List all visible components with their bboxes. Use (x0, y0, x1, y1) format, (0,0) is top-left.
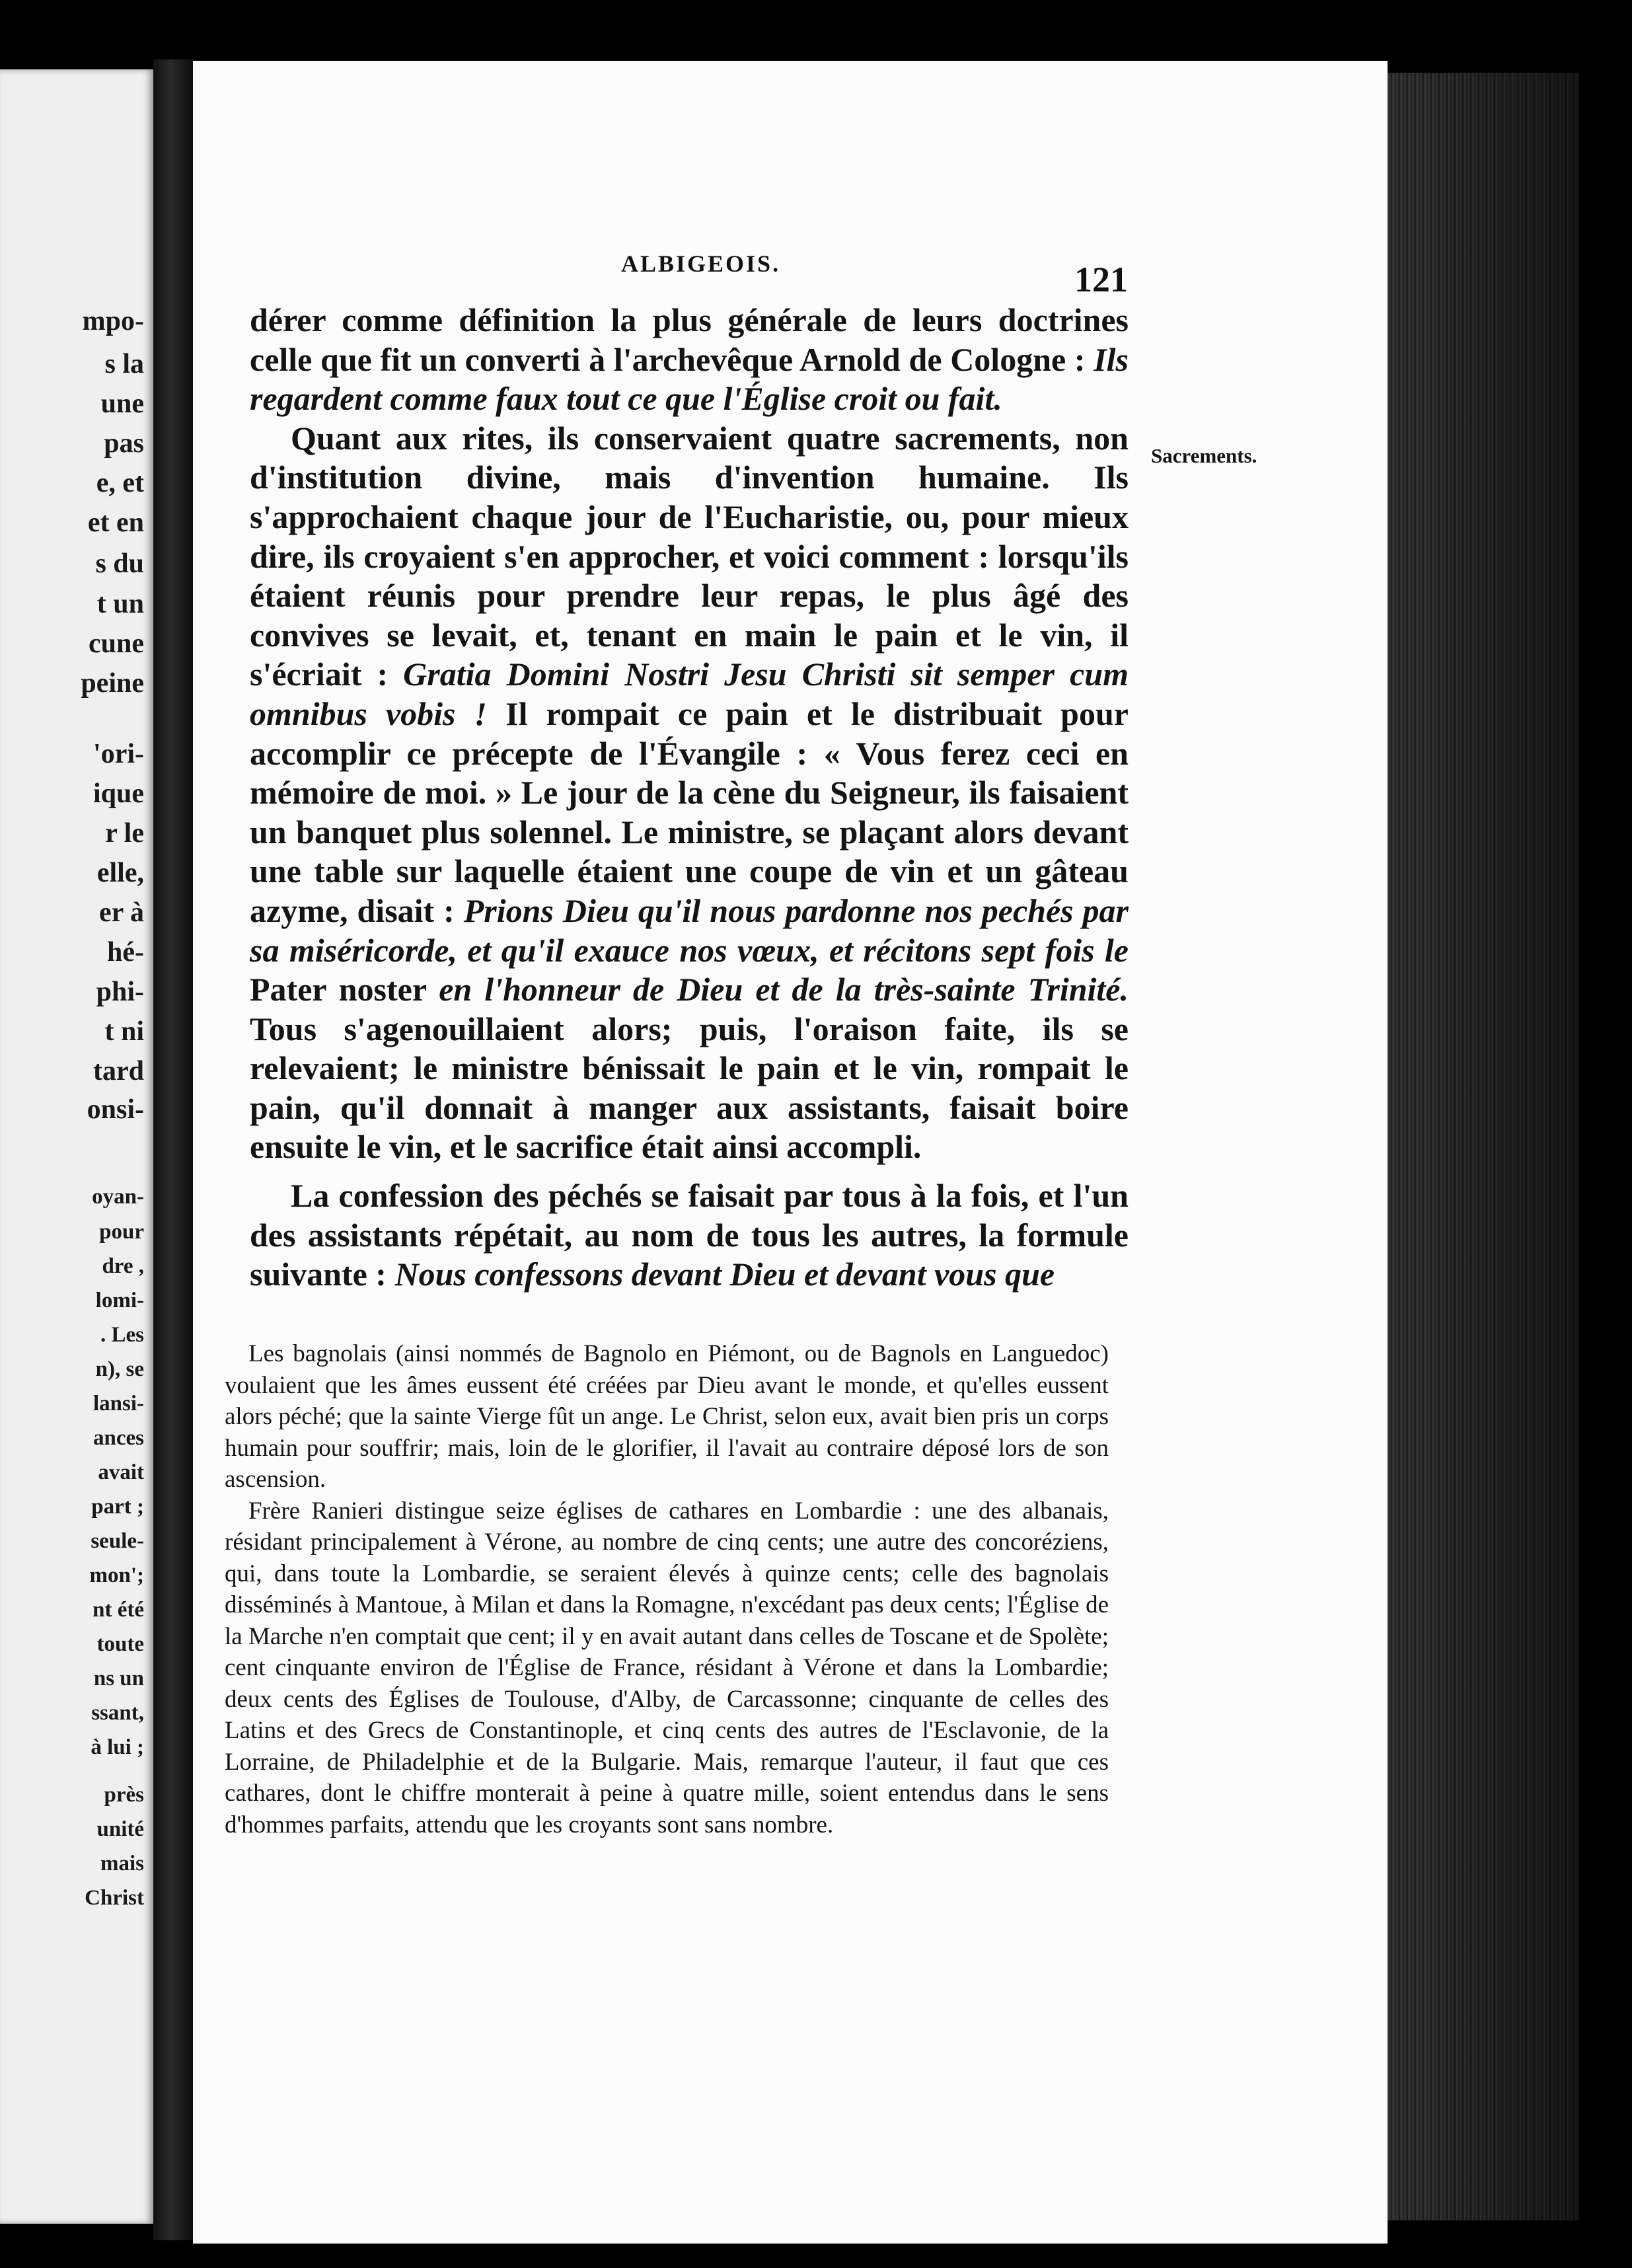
left-page-fragment: mon'; (89, 1564, 144, 1587)
left-page-fragment: onsi- (87, 1094, 144, 1125)
left-page-fragment: près (104, 1783, 144, 1807)
left-page-fragment: et en (87, 508, 144, 538)
left-page-fragment: elle, (96, 858, 144, 888)
p2-pater-noster: Pater noster (250, 971, 439, 1008)
p3-text: La confession des péchés se faisait par tous à la fois, et l'un des assistants répétait, au nom de tous les autres, la formule suivante : (250, 1177, 1129, 1293)
left-page-fragment: oyan- (92, 1185, 144, 1209)
paragraph-2 (250, 419, 1129, 1167)
p1-quote: Ils regardent comme faux tout ce que l'Église croit ou fait. (250, 340, 1129, 418)
left-page-fragment: lansi- (93, 1392, 144, 1416)
left-page-fragment: cune (89, 628, 144, 659)
left-page-fragment: s la (104, 349, 144, 379)
left-page-fragment: 'ori- (93, 739, 144, 769)
left-page-fragment: ique (93, 778, 144, 809)
left-page-fragment: s du (95, 548, 144, 579)
p2-text-g: Tous s'agenouillaient alors; puis, l'oraison faite, ils se relevaient; le ministre bénissait le pain et le vin, rompait le pain, qu'il donnait à manger aux assistants, faisait boire ensuite le vin, et le sacrifice était ainsi accompli. (250, 1010, 1129, 1166)
left-facing-page (0, 69, 153, 2224)
left-page-fragment: . Les (100, 1323, 144, 1347)
left-page-fragment: ssant, (91, 1701, 144, 1725)
paragraph-1 (250, 301, 1129, 419)
left-page-fragment: t un (96, 589, 144, 619)
book-gutter (153, 59, 193, 2240)
footnote-2: Frère Ranieri distingue seize églises de cathares en Lombardie : une des albanais, résidant principalement à Vérone, au nombre de cinq cents; une autre des concoréziens, qui, dans toute la Lombardie, se seraient élevés à quinze cents; celle des bagnolais disséminés à Mantoue, à Milan et dans la Romagne, n'excédant pas deux cents; l'Église de la Marche n'en comptait que cent; il y en avait autant dans celles de Toscane et de Spolète; cent cinquante environ de l'Église de France, résidant à Vérone et dans la Lombardie; deux cents des Églises de Toulouse, d'Alby, de Carcassonne; cinquante de celles des Latins et des Grecs de Constantinople, et cinq cents des autres de l'Esclavonie, de la Lorraine, de Philadelphie et de la Bulgarie. Mais, remarque l'auteur, il faut que ces cathares, dont le chiffre monterait à peine à quatre mille, soient entendus dans le sens d'hommes parfaits, attendu que les croyants sont sans nombre. (225, 1497, 1109, 1838)
footnotes (225, 1338, 1109, 1840)
p3-formula: Nous confessons devant Dieu et devant vous que (394, 1256, 1055, 1293)
left-page-fragment: une (100, 389, 144, 419)
main-text (250, 301, 1129, 1295)
left-page-fragment: avait (98, 1460, 144, 1484)
p2-prayer: Prions Dieu qu'il nous pardonne nos pechés par sa miséricorde, et qu'il exauce nos vœux, et récitons sept fois le (250, 891, 1129, 969)
left-page-fragment: hé- (107, 937, 144, 967)
left-page-fragment: pas (104, 428, 144, 459)
left-page-fragment: t ni (104, 1016, 144, 1047)
left-page-fragment: ns un (93, 1667, 144, 1690)
left-page-fragment: lomi- (95, 1289, 144, 1312)
left-page-fragment: er à (98, 897, 144, 928)
left-page-fragment: pour (99, 1220, 144, 1244)
p2-latin: Gratia Domini Nostri Jesu Christi sit semper cum omnibus vobis ! (250, 656, 1129, 732)
left-page-fragment: à lui ; (91, 1735, 144, 1759)
p2-text-a: Quant aux rites, ils conservaient quatre sacrements, non d'institution divine, mais d'invention humaine. Ils s'approchaient chaque jour de l'Eucharistie, ou, pour mieux dire, ils croyaient s'en approcher, et voici comment : lorsqu'ils étaient réunis pour prendre leur repas, le plus âgé des convives se levait, et, tenant en main le pain et le vin, il s'écriait : (250, 419, 1129, 693)
left-page-fragment: mpo- (82, 306, 144, 336)
left-page-fragment: peine (81, 668, 144, 699)
left-page-fragment: seule- (91, 1529, 144, 1553)
paragraph-3 (250, 1176, 1129, 1295)
left-page-fragment: r le (105, 818, 144, 849)
p2-text-c: Il rompait ce pain et le distribuait pour accomplir ce précepte de l'Évangile : « Vous ferez ceci en mémoire de moi. » Le jour de la cène du Seigneur, ils faisaient un banquet plus solennel. Le ministre, se plaçant alors devant une table sur laquelle étaient une coupe de vin et un gâteau azyme, disait : (250, 695, 1129, 929)
left-page-fragment: nt été (93, 1598, 144, 1622)
left-page-fragment: ances (93, 1426, 144, 1450)
page-number: 121 (1074, 260, 1128, 299)
left-page-fragment: dre , (102, 1254, 144, 1278)
left-page-fragment: toute (96, 1632, 144, 1656)
left-page-fragment: mais (100, 1852, 144, 1875)
page-block-edge (1388, 73, 1579, 2220)
p2-trinite: en l'honneur de Dieu et de la très-sainte Trinité. (439, 971, 1129, 1008)
p1-text: dérer comme définition la plus générale de leurs doctrines celle que fit un converti à l'archevêque Arnold de Cologne : (250, 301, 1129, 378)
left-page-fragment: e, et (96, 468, 144, 498)
left-page-fragment: phi- (96, 977, 144, 1007)
footnote-1: Les bagnolais (ainsi nommés de Bagnolo en Piémont, ou de Bagnols en Languedoc) voulaient que les âmes eussent été créées par Dieu avant le monde, et qu'elles eussent alors péché; que la sainte Vierge fût un ange. Le Christ, selon eux, avait bien pris un corps humain pour souffrir; mais, loin de le glorifier, il l'avait au contraire déposé lors de son ascension. (225, 1340, 1109, 1493)
margin-note: Sacrements. (1151, 444, 1257, 467)
left-page-fragment: n), se (95, 1357, 144, 1381)
running-title: ALBIGEOIS. (621, 250, 781, 277)
left-page-fragment: Christ (85, 1886, 144, 1910)
left-page-fragment: tard (93, 1056, 144, 1086)
left-page-fragment: part ; (91, 1495, 144, 1519)
left-page-fragment: unité (96, 1817, 144, 1841)
